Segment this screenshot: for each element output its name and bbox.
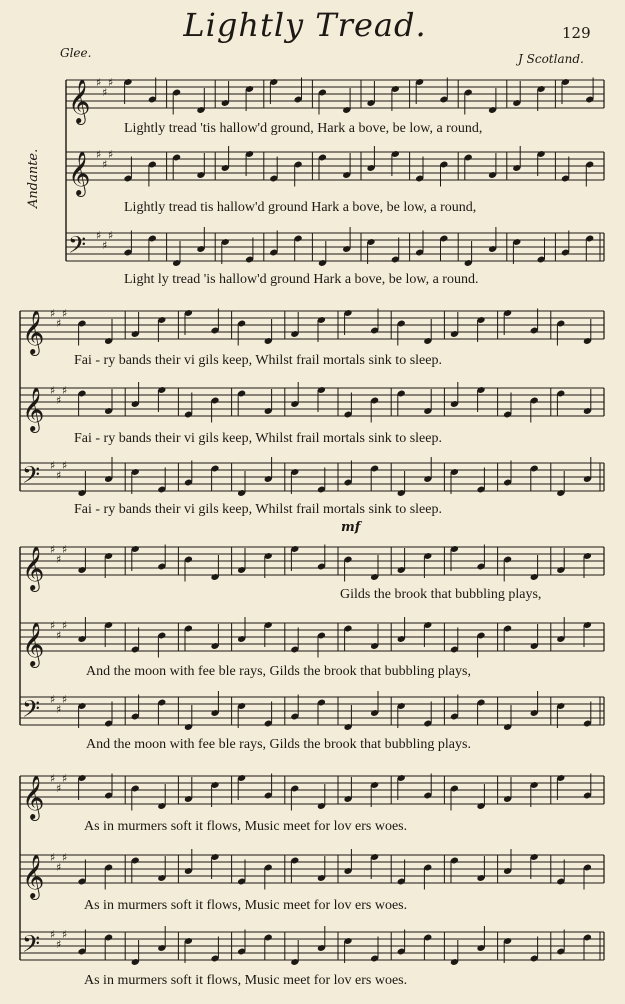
- sharp-sign: ♯: [50, 384, 56, 397]
- sharp-sign: ♯: [56, 553, 62, 566]
- sharp-sign: ♯: [50, 851, 56, 864]
- bass-clef: 𝄢: [68, 231, 87, 264]
- sharp-sign: ♯: [96, 76, 102, 89]
- lyric-line: Lightly tread tis hallow'd ground Hark a bove, be low, a round,: [124, 200, 477, 215]
- sharp-sign: ♯: [62, 307, 68, 320]
- sharp-sign: ♯: [50, 928, 56, 941]
- sharp-sign: ♯: [56, 703, 62, 716]
- lyric-line: Lightly tread 'tis hallow'd ground, Hark a bove, be low, a round,: [124, 121, 483, 136]
- tempo-marking: Andante.: [26, 148, 41, 208]
- sharp-sign: ♯: [62, 619, 68, 632]
- treble-clef: 𝄞: [68, 79, 91, 123]
- lyric-line: Fai - ry bands their vi gils keep, Whilst frail mortals sink to sleep.: [74, 431, 442, 446]
- lyric-line: As in murmers soft it flows, Music meet for lov ers woes.: [84, 973, 408, 988]
- song-title: Lightly Tread.: [183, 6, 427, 44]
- sharp-sign: ♯: [102, 158, 108, 171]
- bass-clef: 𝄢: [22, 461, 41, 494]
- treble-clef: 𝄞: [22, 854, 45, 898]
- sharp-sign: ♯: [96, 229, 102, 242]
- sharp-sign: ♯: [102, 239, 108, 252]
- sharp-sign: ♯: [62, 543, 68, 556]
- treble-clef: 𝄞: [22, 622, 45, 666]
- page-number: 129: [562, 24, 591, 42]
- treble-clef: 𝄞: [22, 546, 45, 590]
- sharp-sign: ♯: [62, 772, 68, 785]
- lyric-line: And the moon with fee ble rays, Gilds the brook that bubbling plays.: [86, 737, 471, 752]
- treble-clef: 𝄞: [68, 151, 91, 195]
- lyric-line: Fai - ry bands their vi gils keep, Whilst frail mortals sink to sleep.: [74, 353, 442, 368]
- sharp-sign: ♯: [50, 619, 56, 632]
- sharp-sign: ♯: [56, 629, 62, 642]
- sharp-sign: ♯: [50, 693, 56, 706]
- sharp-sign: ♯: [96, 148, 102, 161]
- bass-clef: 𝄢: [22, 930, 41, 963]
- lyric-line: As in murmers soft it flows, Music meet for lov ers woes.: [84, 898, 408, 913]
- lyric-line: And the moon with fee ble rays, Gilds the brook that bubbling plays,: [86, 664, 471, 679]
- treble-clef: 𝄞: [22, 775, 45, 819]
- genre-label: Glee.: [60, 46, 92, 60]
- composer-credit: J Scotland.: [518, 52, 584, 66]
- sharp-sign: ♯: [62, 384, 68, 397]
- sharp-sign: ♯: [50, 307, 56, 320]
- sharp-sign: ♯: [56, 317, 62, 330]
- sharp-sign: ♯: [56, 782, 62, 795]
- sharp-sign: ♯: [56, 394, 62, 407]
- sharp-sign: ♯: [62, 928, 68, 941]
- sharp-sign: ♯: [50, 543, 56, 556]
- sharp-sign: ♯: [102, 86, 108, 99]
- lyric-line: Fai - ry bands their vi gils keep, Whilst frail mortals sink to sleep.: [74, 502, 442, 517]
- dynamic-marking: mf: [341, 520, 361, 535]
- lyric-line: Light ly tread 'is hallow'd ground Hark a bove, be low, a round.: [124, 272, 479, 287]
- sharp-sign: ♯: [56, 938, 62, 951]
- sharp-sign: ♯: [108, 229, 114, 242]
- sharp-sign: ♯: [62, 851, 68, 864]
- lyric-line: As in murmers soft it flows, Music meet for lov ers woes.: [84, 819, 408, 834]
- sharp-sign: ♯: [50, 459, 56, 472]
- lyric-line: Gilds the brook that bubbling plays,: [340, 587, 542, 602]
- sharp-sign: ♯: [108, 76, 114, 89]
- sharp-sign: ♯: [56, 469, 62, 482]
- sharp-sign: ♯: [108, 148, 114, 161]
- sharp-sign: ♯: [50, 772, 56, 785]
- treble-clef: 𝄞: [22, 387, 45, 431]
- sharp-sign: ♯: [62, 693, 68, 706]
- bass-clef: 𝄢: [22, 695, 41, 728]
- sharp-sign: ♯: [56, 861, 62, 874]
- sharp-sign: ♯: [62, 459, 68, 472]
- treble-clef: 𝄞: [22, 310, 45, 354]
